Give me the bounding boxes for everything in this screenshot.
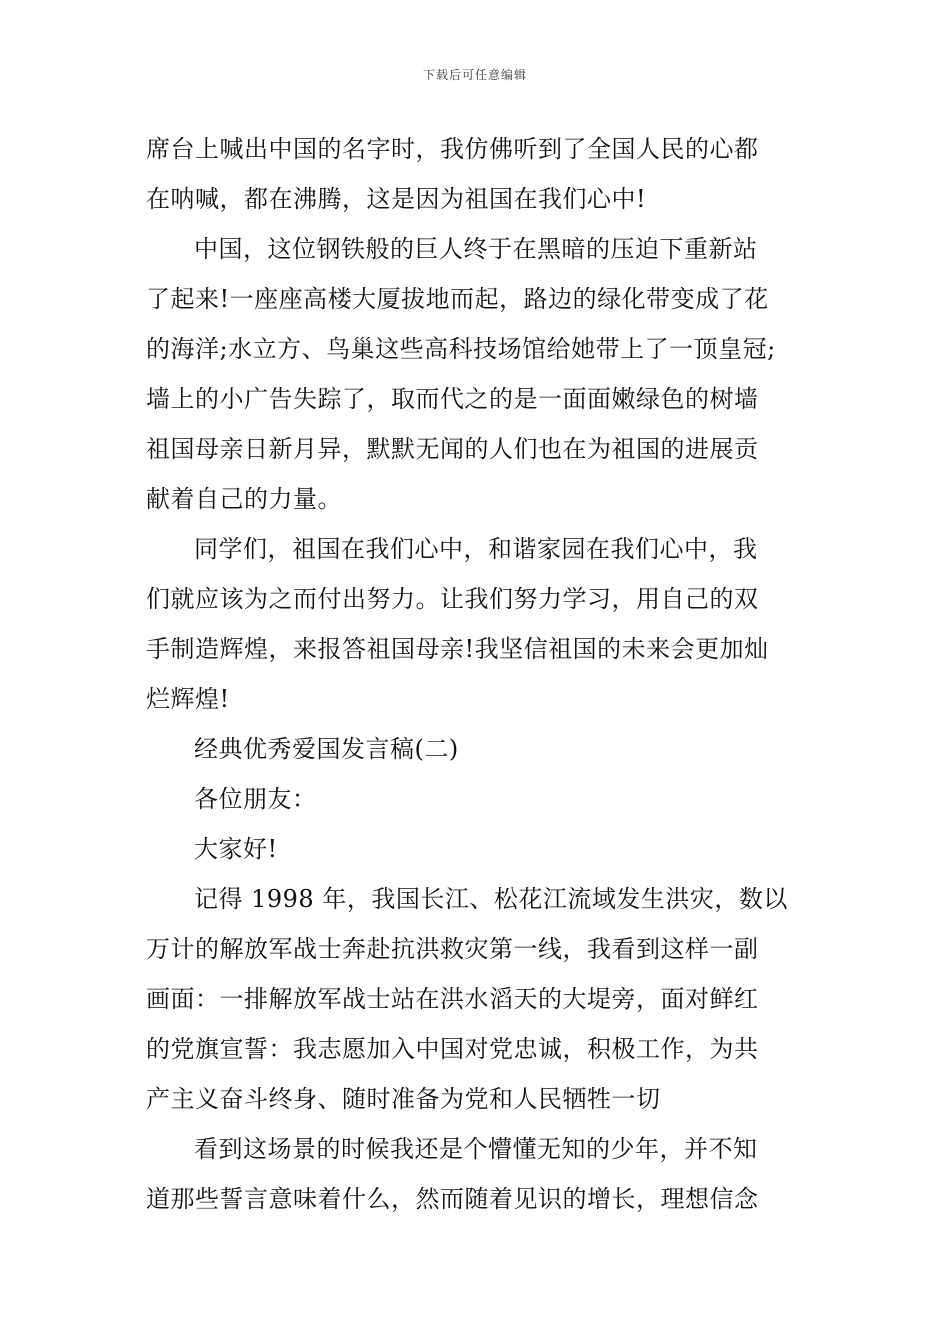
text-line: 记得 1998 年，我国长江、松花江流域发生洪灾，数以	[194, 885, 788, 913]
text-line: 看到这场景的时候我还是个懵懂无知的少年，并不知	[194, 1135, 758, 1163]
section-title: 经典优秀爱国发言稿(二)	[194, 735, 459, 763]
text-line: 席台上喊出中国的名字时，我仿佛听到了全国人民的心都	[146, 135, 759, 163]
text-line: 手制造辉煌，来报答祖国母亲!我坚信祖国的未来会更加灿	[146, 635, 769, 663]
page-header: 下载后可任意编辑	[422, 68, 527, 82]
text-line: 们就应该为之而付出努力。让我们努力学习，用自己的双	[146, 585, 759, 613]
text-line: 在呐喊，都在沸腾，这是因为祖国在我们心中!	[146, 185, 647, 213]
text-line: 产主义奋斗终身、随时准备为党和人民牺牲一切	[146, 1085, 661, 1113]
text-line: 中国，这位钢铁般的巨人终于在黑暗的压迫下重新站	[194, 235, 758, 263]
text-line: 画面：一排解放军战士站在洪水滔天的大堤旁，面对鲜红	[146, 985, 759, 1013]
text-line: 的党旗宣誓：我志愿加入中国对党忠诚，积极工作，为共	[146, 1035, 759, 1063]
text-line: 道那些誓言意味着什么，然而随着见识的增长，理想信念	[146, 1185, 759, 1213]
document-body	[146, 124, 810, 1224]
text-line: 万计的解放军战士奔赴抗洪救灾第一线，我看到这样一副	[146, 935, 759, 963]
text-line: 祖国母亲日新月异，默默无闻的人们也在为祖国的进展贡	[146, 435, 759, 463]
text-line: 的海洋;水立方、鸟巢这些高科技场馆给她带上了一顶皇冠;	[146, 335, 776, 363]
text-line: 同学们，祖国在我们心中，和谐家园在我们心中，我	[194, 535, 758, 563]
text-line: 烂辉煌!	[146, 685, 230, 713]
salutation: 各位朋友：	[194, 785, 317, 813]
text-line: 了起来!一座座高楼大厦拔地而起，路边的绿化带变成了花	[146, 285, 769, 313]
text-line: 献着自己的力量。	[146, 485, 342, 513]
greeting: 大家好!	[194, 835, 278, 863]
text-line: 墙上的小广告失踪了，取而代之的是一面面嫩绿色的树墙	[146, 385, 759, 413]
